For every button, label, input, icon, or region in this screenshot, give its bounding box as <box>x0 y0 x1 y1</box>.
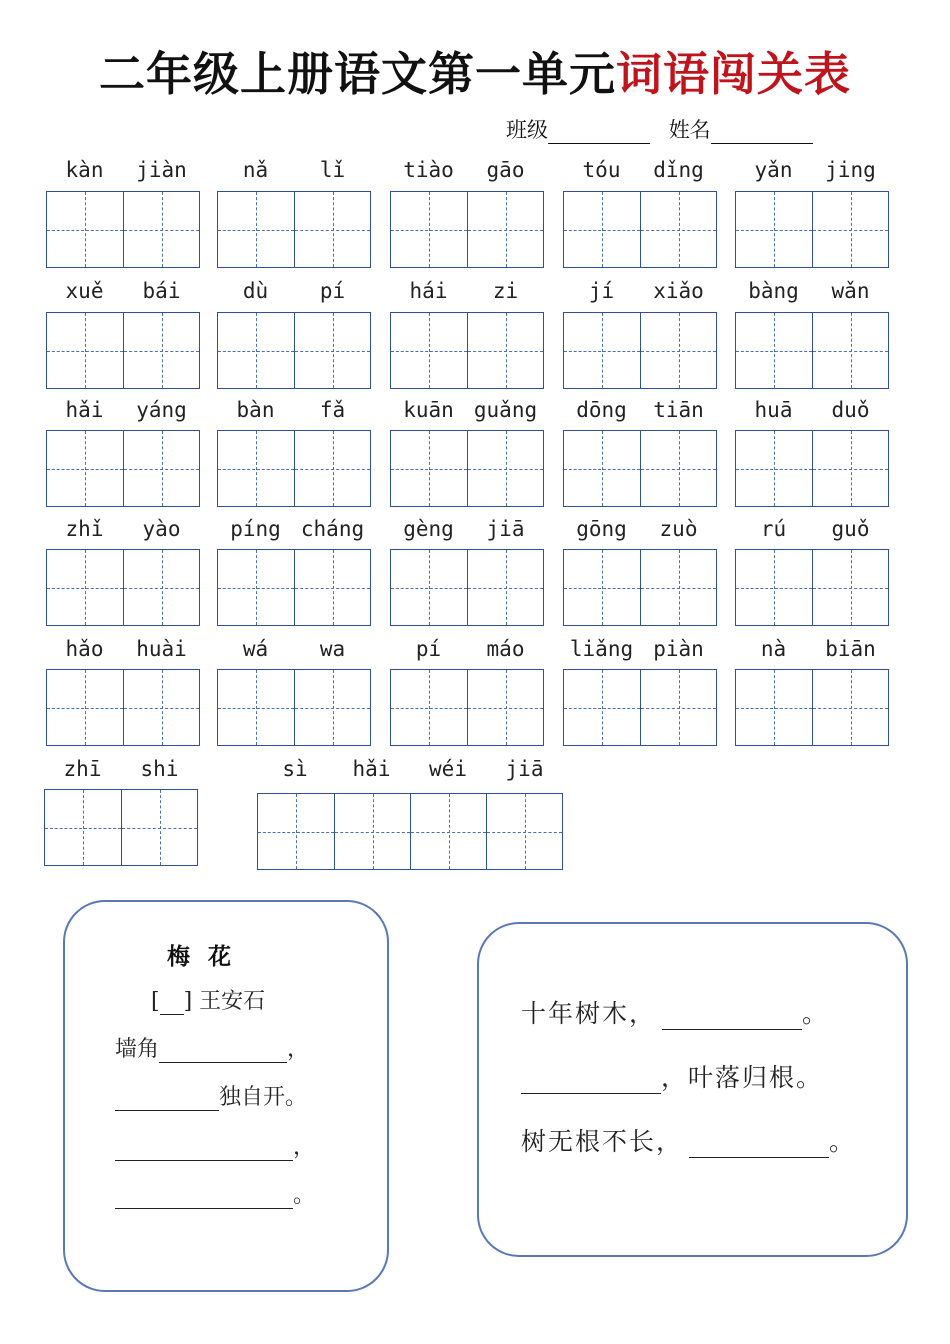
word-grid[interactable] <box>217 430 371 507</box>
word-grid[interactable] <box>390 549 544 626</box>
writing-cell[interactable] <box>812 670 888 745</box>
word-grid[interactable] <box>563 669 717 746</box>
pinyin-syllable: xuě <box>65 279 104 303</box>
pinyin-syllable: gèng <box>403 517 454 541</box>
name-blank[interactable] <box>711 121 813 144</box>
pinyin-syllable: wa <box>319 637 346 661</box>
poem-blank-2[interactable] <box>115 1088 219 1111</box>
writing-cell[interactable] <box>736 313 812 388</box>
writing-cell[interactable] <box>294 431 370 506</box>
pinyin-syllable: dù <box>242 279 269 303</box>
writing-cell[interactable] <box>736 670 812 745</box>
writing-cell[interactable] <box>334 794 410 869</box>
pinyin-syllable: lǐ <box>319 158 346 182</box>
word-grid[interactable] <box>390 430 544 507</box>
pinyin-syllable: jiā <box>505 757 544 781</box>
pinyin-syllable: pí <box>319 279 346 303</box>
word-grid[interactable] <box>735 312 889 389</box>
pinyin-syllable: wǎn <box>831 279 870 303</box>
pinyin-syllable: bái <box>142 279 181 303</box>
writing-cell[interactable] <box>123 431 199 506</box>
pinyin-syllable: zuò <box>659 517 698 541</box>
pinyin-syllable: yào <box>142 517 181 541</box>
writing-cell[interactable] <box>294 192 370 267</box>
pinyin-syllable: tiān <box>653 398 704 422</box>
poem-card <box>63 900 389 1292</box>
pinyin-syllable: huā <box>754 398 793 422</box>
writing-cell[interactable] <box>640 431 716 506</box>
writing-cell[interactable] <box>467 431 543 506</box>
writing-cell[interactable] <box>47 431 123 506</box>
word-grid[interactable] <box>217 669 371 746</box>
poem-line-2: 独自开。 <box>115 1080 307 1111</box>
word-grid[interactable] <box>46 549 200 626</box>
proverb-blank-3[interactable] <box>689 1135 829 1158</box>
pinyin-syllable: fǎ <box>319 398 346 422</box>
writing-cell[interactable] <box>47 313 123 388</box>
poem-blank-3[interactable] <box>115 1138 293 1161</box>
writing-cell[interactable] <box>640 313 716 388</box>
pinyin-syllable: rú <box>760 517 787 541</box>
pinyin-syllable: jing <box>825 158 876 182</box>
writing-cell[interactable] <box>812 313 888 388</box>
word-grid[interactable] <box>563 191 717 268</box>
word-grid[interactable] <box>390 312 544 389</box>
pinyin-syllable: bàn <box>236 398 275 422</box>
pinyin-syllable: huài <box>136 637 187 661</box>
writing-cell[interactable] <box>564 670 640 745</box>
pinyin-syllable: wá <box>242 637 269 661</box>
writing-cell[interactable] <box>736 431 812 506</box>
proverb-line-2: ，叶落归根。 <box>521 1058 823 1094</box>
word-grid[interactable] <box>46 669 200 746</box>
pinyin-syllable: xiǎo <box>653 279 704 303</box>
pinyin-syllable: sì <box>282 757 308 781</box>
word-grid[interactable] <box>563 312 717 389</box>
writing-cell[interactable] <box>391 550 467 625</box>
pinyin-syllable: duǒ <box>831 398 870 422</box>
writing-cell[interactable] <box>45 790 121 865</box>
writing-cell[interactable] <box>467 313 543 388</box>
pinyin-syllable: yáng <box>136 398 187 422</box>
writing-cell[interactable] <box>812 192 888 267</box>
pinyin-syllable: jí <box>588 279 615 303</box>
writing-cell[interactable] <box>218 431 294 506</box>
writing-cell[interactable] <box>564 192 640 267</box>
poem-blank-1[interactable] <box>159 1040 287 1063</box>
pinyin-syllable: yǎn <box>754 158 793 182</box>
pinyin-syllable: hái <box>409 279 448 303</box>
writing-cell[interactable] <box>564 550 640 625</box>
word-grid[interactable] <box>217 312 371 389</box>
writing-cell[interactable] <box>736 192 812 267</box>
dynasty-blank[interactable] <box>160 992 184 1015</box>
poem-line-1: 墙角 ， <box>115 1037 310 1062</box>
class-label: 班级 <box>506 118 548 142</box>
title-red: 词语闯关表 <box>616 47 851 101</box>
pinyin-syllable: gōng <box>576 517 627 541</box>
writing-cell[interactable] <box>218 313 294 388</box>
writing-cell[interactable] <box>218 192 294 267</box>
writing-cell[interactable] <box>47 550 123 625</box>
writing-cell[interactable] <box>258 794 334 869</box>
proverb-line-1: 十年树木， 。 <box>521 999 830 1028</box>
pinyin-syllable: hǎi <box>352 757 391 781</box>
writing-cell[interactable] <box>294 313 370 388</box>
writing-cell[interactable] <box>467 550 543 625</box>
writing-cell[interactable] <box>218 670 294 745</box>
writing-cell[interactable] <box>467 192 543 267</box>
writing-cell[interactable] <box>391 192 467 267</box>
pinyin-syllable: píng <box>230 517 281 541</box>
proverb-line-3: 树无根不长， 。 <box>521 1127 857 1156</box>
proverb-blank-1[interactable] <box>662 1007 802 1030</box>
writing-cell[interactable] <box>564 431 640 506</box>
pinyin-syllable: kuān <box>403 398 454 422</box>
pinyin-syllable: nǎ <box>242 158 269 182</box>
pinyin-syllable: zhī <box>63 757 102 781</box>
title-black: 二年级上册语文第一单元 <box>99 47 616 101</box>
writing-cell[interactable] <box>123 313 199 388</box>
writing-cell[interactable] <box>640 670 716 745</box>
student-info <box>506 114 813 144</box>
poem-blank-4[interactable] <box>115 1186 293 1209</box>
writing-cell[interactable] <box>391 431 467 506</box>
poem-line-3: ， <box>115 1130 315 1161</box>
pinyin-syllable: guǒ <box>831 517 870 541</box>
word-grid[interactable] <box>46 430 200 507</box>
pinyin-syllable: zi <box>492 279 519 303</box>
writing-cell[interactable] <box>564 313 640 388</box>
word-grid[interactable] <box>46 312 200 389</box>
pinyin-syllable: hǎo <box>65 637 104 661</box>
proverb-blank-2[interactable] <box>521 1071 661 1094</box>
class-blank[interactable] <box>548 121 650 144</box>
writing-cell[interactable] <box>123 192 199 267</box>
pinyin-syllable: jiā <box>486 517 525 541</box>
writing-cell[interactable] <box>640 550 716 625</box>
pinyin-syllable: liǎng <box>569 637 634 661</box>
poem-line-4: 。 <box>115 1178 315 1209</box>
pinyin-syllable: cháng <box>300 517 365 541</box>
pinyin-syllable: dǐng <box>653 158 704 182</box>
writing-cell[interactable] <box>47 192 123 267</box>
pinyin-syllable: wéi <box>429 757 467 781</box>
writing-cell[interactable] <box>121 790 197 865</box>
idiom-grid[interactable] <box>257 793 563 870</box>
word-grid[interactable] <box>563 549 717 626</box>
writing-cell[interactable] <box>736 550 812 625</box>
writing-cell[interactable] <box>391 313 467 388</box>
pinyin-syllable: hǎi <box>65 398 104 422</box>
writing-cell[interactable] <box>294 550 370 625</box>
pinyin-syllable: gāo <box>486 158 525 182</box>
pinyin-syllable: kàn <box>65 158 104 182</box>
writing-cell[interactable] <box>218 550 294 625</box>
pinyin-syllable: piàn <box>653 637 704 661</box>
writing-cell[interactable] <box>812 431 888 506</box>
pinyin-syllable: nà <box>760 637 787 661</box>
word-grid[interactable] <box>390 191 544 268</box>
word-grid[interactable] <box>735 549 889 626</box>
word-grid[interactable] <box>46 191 200 268</box>
pinyin-syllable: biān <box>825 637 876 661</box>
word-grid[interactable] <box>217 191 371 268</box>
pinyin-syllable: máo <box>486 637 525 661</box>
pinyin-syllable: jiàn <box>136 158 187 182</box>
writing-cell[interactable] <box>410 794 486 869</box>
writing-cell[interactable] <box>294 670 370 745</box>
word-grid[interactable] <box>390 669 544 746</box>
word-grid[interactable] <box>735 669 889 746</box>
writing-cell[interactable] <box>812 550 888 625</box>
proverb-card <box>477 922 908 1257</box>
writing-cell[interactable] <box>391 670 467 745</box>
pinyin-syllable: tiào <box>403 158 454 182</box>
pinyin-syllable: shi <box>140 757 179 781</box>
pinyin-syllable: guǎng <box>473 398 538 422</box>
pinyin-syllable: dōng <box>576 398 627 422</box>
writing-cell[interactable] <box>486 794 562 869</box>
pinyin-syllable: zhǐ <box>65 517 104 541</box>
word-grid[interactable] <box>735 430 889 507</box>
pinyin-syllable: bàng <box>748 279 799 303</box>
pinyin-syllable: pí <box>415 637 442 661</box>
writing-cell[interactable] <box>123 550 199 625</box>
writing-cell[interactable] <box>47 670 123 745</box>
writing-cell[interactable] <box>640 192 716 267</box>
word-grid[interactable] <box>563 430 717 507</box>
word-grid[interactable] <box>217 549 371 626</box>
name-label: 姓名 <box>668 118 711 142</box>
pinyin-syllable: tóu <box>582 158 621 182</box>
poem-author: [ ] 王安石 <box>151 989 266 1014</box>
writing-cell[interactable] <box>123 670 199 745</box>
writing-cell[interactable] <box>467 670 543 745</box>
poem-title: 梅花 <box>167 943 249 970</box>
word-grid[interactable] <box>735 191 889 268</box>
word-grid[interactable] <box>44 789 198 866</box>
page-title <box>0 38 950 104</box>
